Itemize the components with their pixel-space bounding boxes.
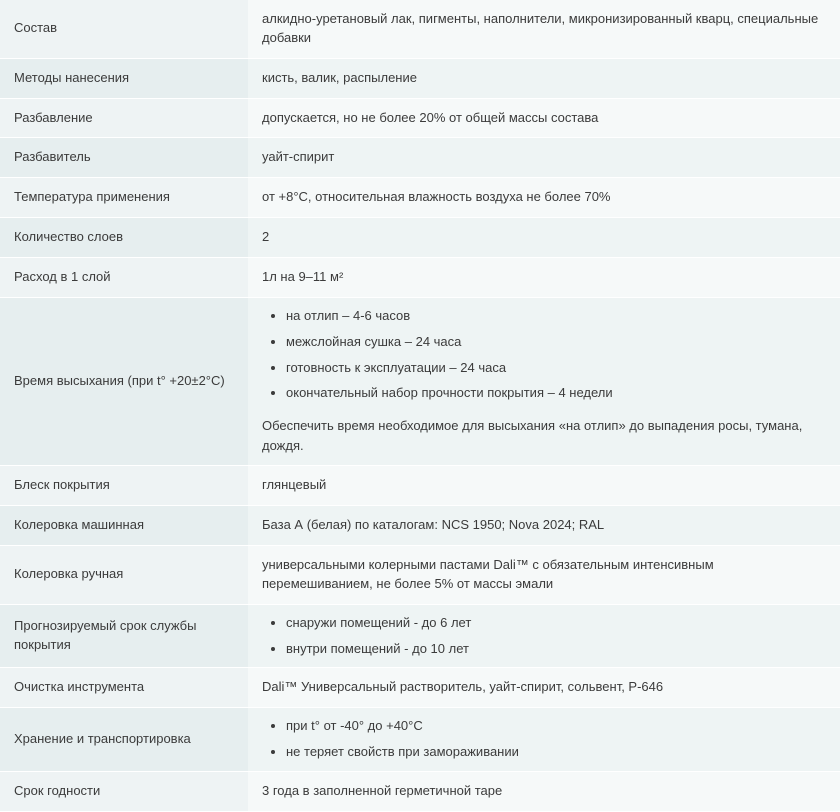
list-item: • на отлип – 4-6 часов <box>286 308 828 325</box>
row-label: Разбавление <box>0 98 248 138</box>
list-item: • готовность к эксплуатации – 24 часа <box>286 360 828 377</box>
row-value <box>248 604 840 668</box>
row-value: кисть, валик, распыление <box>248 58 840 98</box>
row-label: Температура применения <box>0 178 248 218</box>
row-label: Колеровка ручная <box>0 546 248 605</box>
table-row <box>0 668 840 708</box>
table-row <box>0 98 840 138</box>
row-label: Методы нанесения <box>0 58 248 98</box>
row-value <box>248 708 840 772</box>
table-row <box>0 297 840 466</box>
row-value-list <box>264 615 828 658</box>
table-row <box>0 138 840 178</box>
row-label: Время высыхания (при t° +20±2°C) <box>0 297 248 466</box>
row-value: глянцевый <box>248 466 840 506</box>
row-value: 1л на 9–11 м² <box>248 257 840 297</box>
row-label: Количество слоев <box>0 218 248 258</box>
row-label: Блеск покрытия <box>0 466 248 506</box>
table-row <box>0 506 840 546</box>
row-value-note: Обеспечить время необходимое для высыхания «на отлип» до выпадения росы, тумана, дождя. <box>262 418 803 453</box>
row-label: Очистка инструмента <box>0 668 248 708</box>
table-row <box>0 772 840 812</box>
list-item: • межслойная сушка – 24 часа <box>286 334 828 351</box>
row-value-list <box>264 308 828 403</box>
row-label: Разбавитель <box>0 138 248 178</box>
row-value <box>248 297 840 466</box>
table-row <box>0 218 840 258</box>
list-item: • не теряет свойств при замораживании <box>286 744 828 761</box>
table-row <box>0 466 840 506</box>
row-label: Состав <box>0 0 248 58</box>
list-item: • снаружи помещений - до 6 лет <box>286 615 828 632</box>
row-value: уайт-спирит <box>248 138 840 178</box>
row-label: Срок годности <box>0 772 248 812</box>
table-row <box>0 257 840 297</box>
row-value: 2 <box>248 218 840 258</box>
table-row <box>0 708 840 772</box>
list-item: • внутри помещений - до 10 лет <box>286 641 828 658</box>
row-value: База А (белая) по каталогам: NCS 1950; Nova 2024; RAL <box>248 506 840 546</box>
row-label: Колеровка машинная <box>0 506 248 546</box>
row-value: универсальными колерными пастами Dali™ с обязательным интенсивным перемешиванием, не более 5% от массы эмали <box>248 546 840 605</box>
table-row <box>0 0 840 58</box>
row-value: от +8°C, относительная влажность воздуха не более 70% <box>248 178 840 218</box>
table-row <box>0 58 840 98</box>
table-row <box>0 546 840 605</box>
table-row <box>0 604 840 668</box>
row-value-list <box>264 718 828 761</box>
table-row <box>0 178 840 218</box>
row-value: допускается, но не более 20% от общей массы состава <box>248 98 840 138</box>
row-value: Dali™ Универсальный растворитель, уайт-спирит, сольвент, Р-646 <box>248 668 840 708</box>
row-label: Хранение и транспортировка <box>0 708 248 772</box>
list-item: • окончательный набор прочности покрытия – 4 недели <box>286 385 828 402</box>
row-value: 3 года в заполненной герметичной таре <box>248 772 840 812</box>
list-item: • при t° от -40° до +40°C <box>286 718 828 735</box>
row-label: Расход в 1 слой <box>0 257 248 297</box>
row-value: алкидно-уретановый лак, пигменты, наполнители, микронизированный кварц, специальные добавки <box>248 0 840 58</box>
row-label: Прогнозируемый срок службы покрытия <box>0 604 248 668</box>
